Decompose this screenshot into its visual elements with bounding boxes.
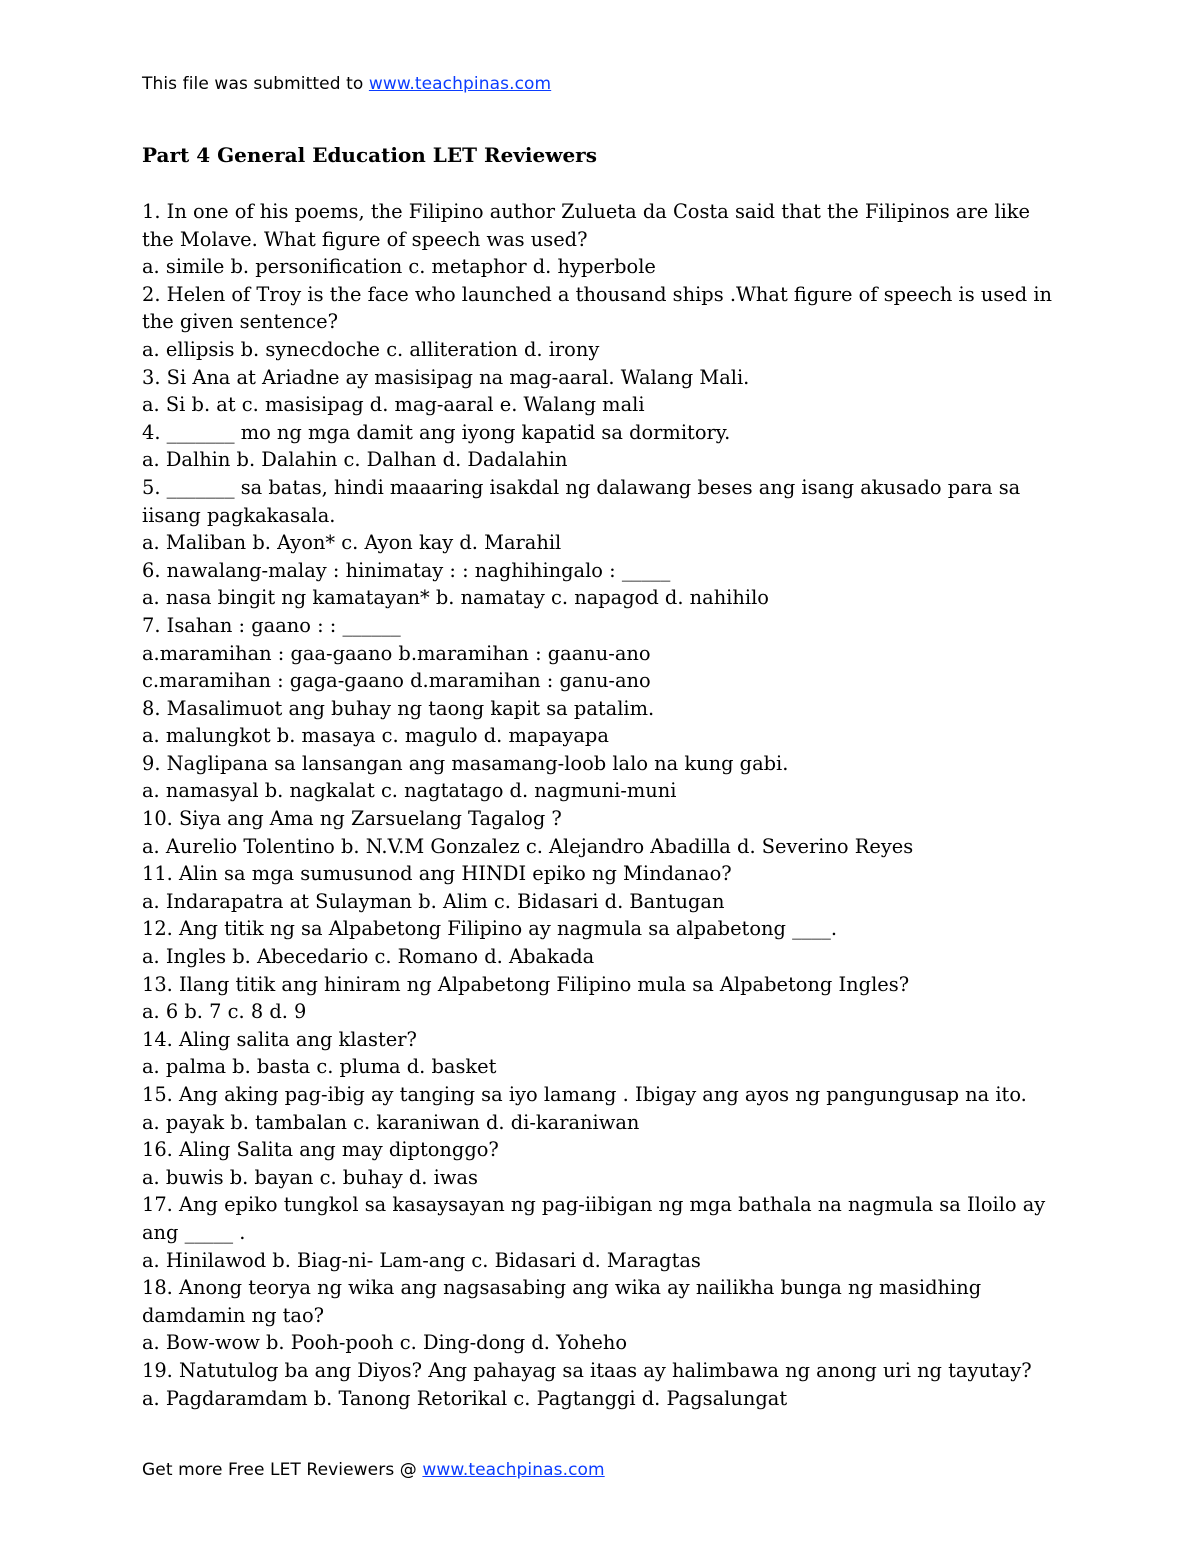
text-line: 16. Aling Salita ang may diptonggo? [142, 1138, 499, 1162]
text-line: 4. _______ mo ng mga damit ang iyong kapatid sa dormitory. [142, 420, 731, 444]
text-line: a. Pagdaramdam b. Tanong Retorikal c. Pagtanggi d. Pagsalungat [142, 1386, 788, 1410]
text-line: iisang pagkakasala. [142, 503, 336, 527]
text-line: ang _____ . [142, 1220, 246, 1244]
text-line: a. simile b. personification c. metaphor d. hyperbole [142, 255, 656, 279]
footer-text: Get more Free LET Reviewers @ [142, 1460, 423, 1480]
text-line: a. malungkot b. masaya c. magulo d. mapayapa [142, 724, 609, 748]
text-line: a. Bow-wow b. Pooh-pooh c. Ding-dong d. Yoheho [142, 1331, 627, 1355]
page-header [142, 74, 551, 94]
text-line: a.maramihan : gaa-gaano b.maramihan : gaanu-ano [142, 641, 651, 665]
footer-link[interactable]: www.teachpinas.com [422, 1460, 605, 1480]
text-line: the given sentence? [142, 310, 339, 334]
text-line: a. Ingles b. Abecedario c. Romano d. Abakada [142, 945, 595, 969]
text-line: a. Si b. at c. masisipag d. mag-aaral e. Walang mali [142, 393, 645, 417]
text-line: the Molave. What figure of speech was used? [142, 227, 588, 251]
text-line: 12. Ang titik ng sa Alpabetong Filipino ay nagmula sa alpabetong ____. [142, 917, 838, 941]
text-line: a. ellipsis b. synecdoche c. alliteration d. irony [142, 337, 600, 361]
text-line: a. Dalhin b. Dalahin c. Dalhan d. Dadalahin [142, 448, 568, 472]
text-line: 7. Isahan : gaano : : ______ [142, 613, 401, 637]
text-line: a. namasyal b. nagkalat c. nagtatago d. nagmuni-muni [142, 779, 677, 803]
page-footer [142, 1460, 605, 1480]
text-line: 15. Ang aking pag-ibig ay tanging sa iyo lamang . Ibigay ang ayos ng pangungusap na ito. [142, 1083, 1027, 1106]
text-line: a. 6 b. 7 c. 8 d. 9 [142, 1000, 307, 1024]
text-line: 2. Helen of Troy is the face who launched a thousand ships .What figure of speech is used in [142, 282, 1053, 306]
document-body [142, 198, 1067, 1412]
text-line: 18. Anong teorya ng wika ang nagsasabing ang wika ay nailikha bunga ng masidhing [142, 1276, 982, 1300]
text-line: damdamin ng tao? [142, 1303, 325, 1327]
text-line: a. Indarapatra at Sulayman b. Alim c. Bidasari d. Bantugan [142, 889, 725, 913]
text-line: a. nasa bingit ng kamatayan* b. namatay c. napagod d. nahihilo [142, 586, 769, 610]
text-line: 19. Natutulog ba ang Diyos? Ang pahayag sa itaas ay halimbawa ng anong uri ng tayutay? [142, 1358, 1032, 1382]
text-line: 8. Masalimuot ang buhay ng taong kapit sa patalim. [142, 696, 655, 720]
text-line: a. Aurelio Tolentino b. N.V.M Gonzalez c. Alejandro Abadilla d. Severino Reyes [142, 834, 914, 858]
text-line: 9. Naglipana sa lansangan ang masamang-loob lalo na kung gabi. [142, 751, 789, 775]
text-line: 5. _______ sa batas, hindi maaaring isakdal ng dalawang beses ang isang akusado para sa [142, 475, 1021, 499]
text-line: c.maramihan : gaga-gaano d.maramihan : ganu-ano [142, 669, 651, 693]
text-line: 17. Ang epiko tungkol sa kasaysayan ng pag-iibigan ng mga bathala na nagmula sa Iloilo ay [142, 1193, 1046, 1217]
text-line: a. Hinilawod b. Biag-ni- Lam-ang c. Bidasari d. Maragtas [142, 1248, 701, 1272]
text-line: 1. In one of his poems, the Filipino author Zulueta da Costa said that the Filipinos are like [142, 200, 1030, 223]
text-line: 6. nawalang-malay : hinimatay : : naghihingalo : _____ [142, 558, 671, 582]
text-line: 3. Si Ana at Ariadne ay masisipag na mag-aaral. Walang Mali. [142, 365, 750, 389]
text-line: 14. Aling salita ang klaster? [142, 1027, 417, 1051]
document-title: Part 4 General Education LET Reviewers [142, 143, 597, 167]
text-line: a. buwis b. bayan c. buhay d. iwas [142, 1165, 478, 1189]
header-text: This file was submitted to [142, 74, 369, 94]
text-line: 10. Siya ang Ama ng Zarsuelang Tagalog ? [142, 807, 562, 831]
text-line: 11. Alin sa mga sumusunod ang HINDI epiko ng Mindanao? [142, 862, 732, 886]
text-line: a. Maliban b. Ayon* c. Ayon kay d. Marahil [142, 531, 562, 555]
text-line: a. payak b. tambalan c. karaniwan d. di-karaniwan [142, 1110, 640, 1134]
text-line: a. palma b. basta c. pluma d. basket [142, 1055, 497, 1079]
text-line: 13. Ilang titik ang hiniram ng Alpabetong Filipino mula sa Alpabetong Ingles? [142, 972, 910, 996]
header-link[interactable]: www.teachpinas.com [368, 74, 552, 94]
